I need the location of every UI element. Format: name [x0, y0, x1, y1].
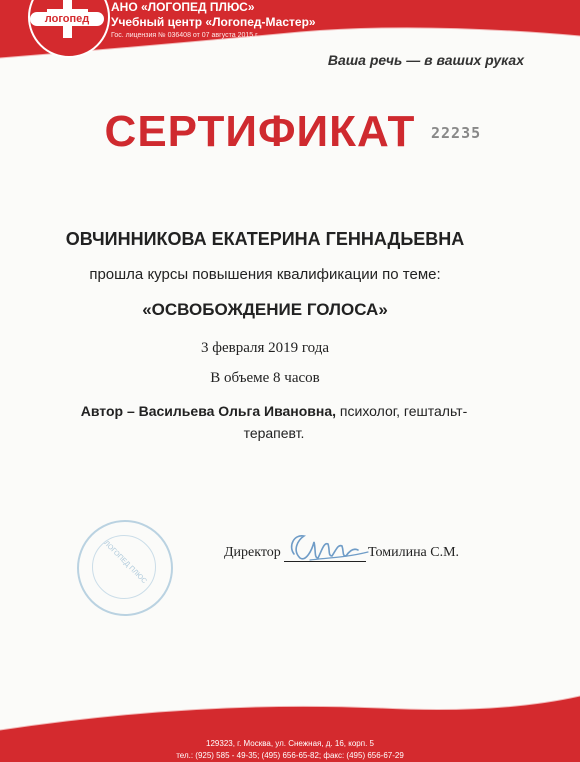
- certificate-number: 22235: [431, 124, 482, 142]
- director-label: Директор: [224, 545, 281, 560]
- author-line: [54, 400, 494, 444]
- stamp: [77, 520, 173, 616]
- certificate-title: СЕРТИФИКАТ: [104, 107, 416, 156]
- license-text: Гос. лицензия № 036408 от 07 августа 2015 г.: [111, 32, 259, 39]
- logo-text: логопед: [30, 12, 104, 26]
- recipient-name: ОВЧИННИКОВА ЕКАТЕРИНА ГЕННАДЬЕВНА: [65, 229, 465, 249]
- director-name: Томилина С.М.: [368, 545, 460, 560]
- course-volume: В объеме 8 часов: [210, 370, 320, 386]
- passed-text: прошла курсы повышения квалификации по теме:: [89, 266, 441, 283]
- training-center-name: Учебный центр «Логопед-Мастер»: [111, 15, 316, 29]
- footer-phones: тел.: (925) 585 - 49-35; (495) 656-65-82; факс: (495) 656-67-29: [176, 751, 404, 760]
- slogan: Ваша речь — в ваших руках: [327, 52, 524, 68]
- director-signature: [284, 520, 380, 570]
- course-title: «ОСВОБОЖДЕНИЕ ГОЛОСА»: [142, 300, 388, 319]
- stamp-text: ЛОГОПЕД ПЛЮС: [102, 539, 148, 586]
- footer-address: 129323, г. Москва, ул. Снежная, д. 16, корп. 5: [206, 739, 374, 748]
- author-profession: психолог, гештальт-терапевт.: [243, 403, 468, 441]
- course-date: 3 февраля 2019 года: [200, 340, 330, 356]
- org-name: АНО «ЛОГОПЕД ПЛЮС»: [111, 0, 255, 14]
- author-name: Автор – Васильева Ольга Ивановна,: [80, 403, 337, 419]
